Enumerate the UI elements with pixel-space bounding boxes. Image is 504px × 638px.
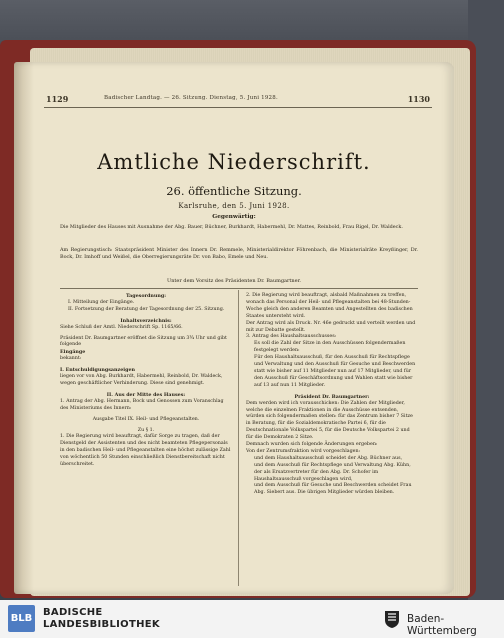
president-heading: Präsident Dr. Baumgartner: [294, 393, 370, 400]
blb-name-line-1: BADISCHE [43, 607, 103, 618]
baden-wuerttemberg-crest-icon [382, 609, 402, 629]
centre-detail: und dem Haushaltsausschuß scheidet der Abg. Büchner aus, [254, 455, 403, 461]
present-heading: Gegenwärtig: [212, 214, 256, 220]
present-members: Die Mitglieder des Hauses mit Ausnahme der Abg. Bauer, Büchner, Burkhardt, Habermehl, Dr. Mattes, Reinbold, Frau Rigel, Dr. Waldeck. [60, 224, 403, 230]
agenda-item-2: II. Fortsetzung der Beratung der Tagesordnung der 25. Sitzung. [68, 306, 225, 312]
right-column [246, 293, 418, 497]
column-top-rule [60, 288, 418, 289]
chair-line: Unter dem Vorsitz des Präsidenten Dr. Baumgartner. [166, 278, 302, 284]
agenda-item-1: I. Mitteilung der Eingänge. [68, 299, 135, 305]
page-number-left: 1129 [46, 94, 69, 104]
section-1-heading: I. Entschuldigungsanzeigen [60, 367, 136, 374]
contents-text: Siehe Schluß der Amtl. Niederschrift Sp. 1165/66. [60, 324, 183, 330]
page-number-right: 1130 [407, 94, 430, 104]
agenda-heading: Tagesordnung: [126, 293, 166, 299]
session-subtitle: 26. öffentliche Sitzung. [166, 184, 302, 198]
left-column [60, 293, 232, 469]
section-2-text: 1. Antrag der Abg. Hermann, Bock und Genossen zum Voranschlag des Ministeriums des Innern: [60, 398, 224, 411]
known-text: bekannt: [60, 356, 82, 362]
changes-text: Demnach wurden sich folgende Änderungen ergeben: [246, 442, 378, 448]
contents-heading: Inhaltsverzeichnis: [120, 317, 172, 324]
motion-paragraph-1: 1. Die Regierung wird beauftragt, dafür Sorge zu tragen, daß der Dienstgeld der Assistenten und des nicht beamteten Pflegepersonals in den badischen Heil- und Pflegeanstalten eine höchst zulässige Zahl von wöchentlich 50 Stunden einschließlich Dienstbereitschaft nicht überschreitet. [60, 434, 231, 468]
background-top [0, 0, 504, 45]
president-text: Dem werden wird ich vorausschicken: Die Zahlen der Mitglieder, welche die einzelnen Fraktionen in die Ausschüsse entsenden, würden sich folgendermaßen stellen: für das Zentrum bisher 7 Sitze in Beratung, für die Sozialdemokratische Partei 6, für die Deutschnationale Volkspartei 5, für die Deutsche Volkspartei 2 und für die Demokraten 2 Sitze. [246, 400, 413, 441]
budget-title: Ausgabe Titel IX. Heil- und Pflegeanstalten. [92, 416, 200, 422]
paragraph-mark: Zu § 1. [137, 427, 155, 433]
opening-text: Präsident Dr. Baumgartner eröffnet die Sitzung um 3¾ Uhr und gibt folgende [60, 335, 227, 348]
header-rule [44, 107, 432, 108]
blb-name[interactable] [43, 607, 160, 631]
blb-name-line-2: LANDESBIBLIOTHEK [43, 619, 160, 630]
committee-note-2: Für den Haushaltsausschuß, für den Ausschuß für Rechtspflege und Verwaltung und den Ausschuß für Gesuche und Beschwerden statt wie bisher auf 11 Mitglieder nun auf 17 Mitglieder, und für den Ausschuß für Geschäftsordnung und Wahlen statt wie bisher auf 13 auf nun 11 Mitglieder. [254, 355, 416, 388]
section-1-text: liegen vor von Abg. Burkhardt, Habermehl, Reinbold, Dr. Waldeck, wegen geschäftlicher Verhinderung. Diese sind genehmigt. [60, 374, 223, 386]
running-title: Badischer Landtag. — 26. Sitzung. Dienstag, 5. Juni 1928. [104, 95, 278, 101]
section-2-heading: II. Aus der Mitte des Hauses: [106, 391, 186, 398]
column-separator [238, 290, 239, 586]
government-bench: Am Regierungstisch: Staatspräsident Minister des Innern Dr. Remmele, Ministerialdirektor Föhrenbach, die Ministerialräte Kreyßinger, Dr. Bock, Dr. Imhoff und Weißel, die Oberregierungsräte Dr. von Babo, Emele und Neu. [60, 247, 418, 261]
petitions-detail: und dem Ausschuß für Gesuche und Beschwerden scheidet Frau Abg. Siebert aus. Die übrigen Mitglieder würden bleiben. [254, 483, 412, 496]
committee-note-1: Es soll die Zahl der Sitze in den Ausschüssen folgendermaßen festgelegt werden: [254, 341, 406, 354]
law-detail: und dem Ausschuß für Rechtspflege und Verwaltung Abg. Kühn, der als Ersatzvertreter für den Abg. Dr. Schofer im Haushaltsausschuß vorgeschlagen wird, [254, 462, 411, 482]
incoming-heading: Eingänge [60, 349, 86, 356]
centre-text: Von der Zentrumsfraktion wird vorgeschlagen: [246, 448, 361, 454]
baden-wuerttemberg-label[interactable]: Baden-Württemberg [407, 613, 477, 637]
document-title: Amtliche Niederschrift. [97, 150, 371, 174]
running-header [14, 94, 454, 106]
blb-logo[interactable]: BLB [8, 605, 35, 632]
place-date: Karlsruhe, den 5. Juni 1928. [178, 202, 290, 210]
motion-paragraph-2: 2. Die Regierung wird beauftragt, alsbald Maßnahmen zu treffen, wonach das Personal der Heil- und Pflegeanstalten bei 48-Stunden-Woche gleich den anderen Beamten und Angestellten des badischen Staates untersteht wird. [246, 293, 413, 319]
submitted-text: Der Antrag wird als Druck. Nr. 46e gedruckt und verteilt werden und mit zur Debatte gestellt. [246, 320, 416, 333]
page-gutter-shadow [14, 62, 34, 594]
budget-committee-motion: 3. Antrag des Haushaltsausschusses: [246, 334, 337, 340]
book-page [14, 62, 454, 594]
footer-bar [0, 600, 504, 638]
